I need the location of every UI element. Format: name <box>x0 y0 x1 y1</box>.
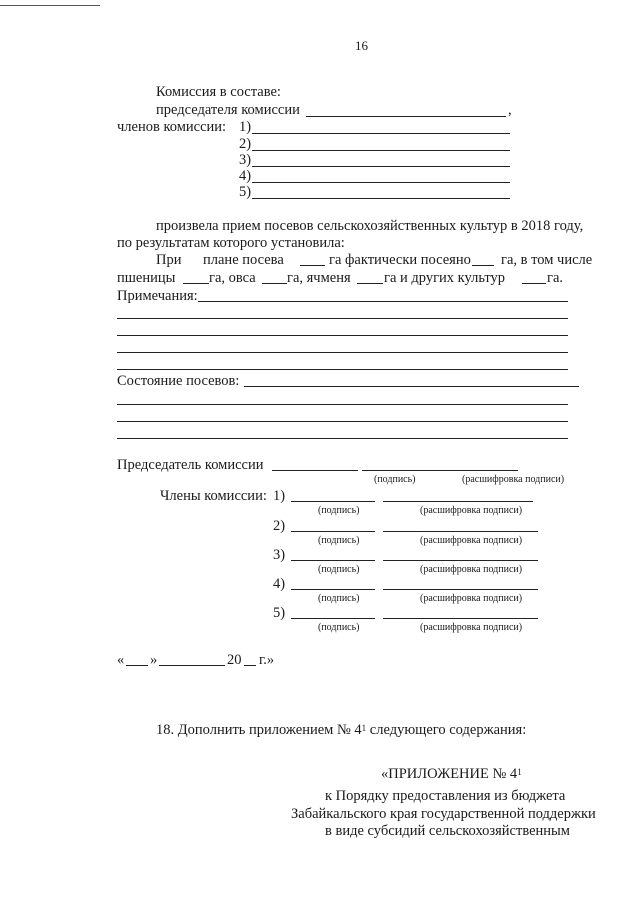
appendix-line-1: к Порядку предоставления из бюджета <box>325 788 566 804</box>
appendix-title: «ПРИЛОЖЕНИЕ № $4^1$ <box>381 766 522 782</box>
body-line-1: произвела прием посевов сельскохозяйственных культур в 2018 году, <box>156 218 584 234</box>
member-sign-number-4: 4) <box>273 576 286 592</box>
body-line-2: по результатам которого установила: <box>117 235 345 251</box>
date-open-quote: « <box>117 652 125 668</box>
state-line-3 <box>117 438 568 439</box>
members-signature-label: Члены комиссии: <box>160 488 267 504</box>
state-line-1 <box>117 404 568 405</box>
member-signature-caption-4: (подпись) <box>318 593 360 604</box>
member-decoding-line-2 <box>383 531 538 532</box>
member-line-2 <box>252 150 510 151</box>
member-number-1: 1) <box>239 119 252 135</box>
member-signature-line-3 <box>291 560 375 561</box>
other-blank <box>522 283 546 284</box>
date-day-blank <box>126 665 148 666</box>
date-close-quote: » <box>150 652 158 668</box>
chairman-name-line <box>306 116 506 117</box>
member-decoding-caption-5: (расшифровка подписи) <box>420 622 523 633</box>
member-decoding-line-4 <box>383 589 538 590</box>
member-signature-caption-5: (подпись) <box>318 622 360 633</box>
top-left-rule <box>0 5 100 6</box>
member-signature-line-2 <box>291 531 375 532</box>
plan-when: При <box>156 252 182 268</box>
member-decoding-caption-2: (расшифровка подписи) <box>420 535 523 546</box>
plan-ga-sown: га фактически посеяно <box>329 252 471 268</box>
oats-blank <box>262 283 287 284</box>
member-signature-caption-1: (подпись) <box>318 505 360 516</box>
member-sign-number-5: 5) <box>273 605 286 621</box>
date-year-prefix: 20 <box>227 652 242 668</box>
chairman-comma: , <box>508 102 512 118</box>
chairman-label: председателя комиссии <box>156 102 300 118</box>
end-ga: га. <box>547 270 564 286</box>
member-decoding-line-3 <box>383 560 538 561</box>
member-line-4 <box>252 182 510 183</box>
member-number-5: 5) <box>239 184 252 200</box>
member-sign-number-3: 3) <box>273 547 286 563</box>
wheat-blank <box>183 283 209 284</box>
wheat-label: пшеницы <box>117 270 176 286</box>
state-label: Состояние посевов: <box>117 373 240 389</box>
chairman-signature-caption: (подпись) <box>374 474 416 485</box>
member-line-3 <box>252 166 510 167</box>
date-year-suffix: г.» <box>259 652 275 668</box>
date-month-blank <box>159 665 225 666</box>
member-number-2: 2) <box>239 136 252 152</box>
appendix-line-3: в виде субсидий сельскохозяйственным <box>325 823 570 839</box>
oats-label: га, овса <box>209 270 256 286</box>
members-label: членов комиссии: <box>117 119 227 135</box>
member-sign-number-1: 1) <box>273 488 286 504</box>
member-signature-caption-2: (подпись) <box>318 535 360 546</box>
member-decoding-line-1 <box>383 501 533 502</box>
member-line-5 <box>252 198 510 199</box>
barley-label: га, ячменя <box>287 270 351 286</box>
chairman-decoding-caption: (расшифровка подписи) <box>462 474 565 485</box>
sown-blank <box>472 265 494 266</box>
member-decoding-line-5 <box>383 618 538 619</box>
member-decoding-caption-1: (расшифровка подписи) <box>420 505 523 516</box>
chairman-signature-label: Председатель комиссии <box>117 457 264 473</box>
member-decoding-caption-4: (расшифровка подписи) <box>420 593 523 604</box>
ga-including: га, в том числе <box>501 252 593 268</box>
state-line-2 <box>117 421 568 422</box>
state-line-0 <box>244 386 579 387</box>
member-signature-line-5 <box>291 618 375 619</box>
member-signature-line-1 <box>291 501 375 502</box>
member-line-1 <box>252 133 510 134</box>
barley-blank <box>357 283 383 284</box>
date-year-blank <box>244 665 256 666</box>
notes-line-1 <box>117 318 568 319</box>
notes-line-3 <box>117 352 568 353</box>
notes-label: Примечания: <box>117 288 198 304</box>
member-number-4: 4) <box>239 168 252 184</box>
member-decoding-caption-3: (расшифровка подписи) <box>420 564 523 575</box>
chairman-signature-line <box>272 470 358 471</box>
member-signature-line-4 <box>291 589 375 590</box>
plan-blank <box>300 265 325 266</box>
other-crops-label: га и других культур <box>384 270 506 286</box>
member-signature-caption-3: (подпись) <box>318 564 360 575</box>
chairman-decoding-line <box>362 470 518 471</box>
appendix-line-2: Забайкальского края государственной поддержки <box>291 806 596 822</box>
member-number-3: 3) <box>239 152 252 168</box>
notes-line-2 <box>117 335 568 336</box>
plan-label: плане посева <box>203 252 284 268</box>
notes-line-0 <box>198 301 568 302</box>
item-18: 18. Дополнить приложением № $4^1$ следующего содержания: <box>156 722 527 738</box>
notes-line-4 <box>117 369 568 370</box>
commission-heading: Комиссия в составе: <box>156 84 281 100</box>
member-sign-number-2: 2) <box>273 518 286 534</box>
page-number: 16 <box>355 38 368 53</box>
